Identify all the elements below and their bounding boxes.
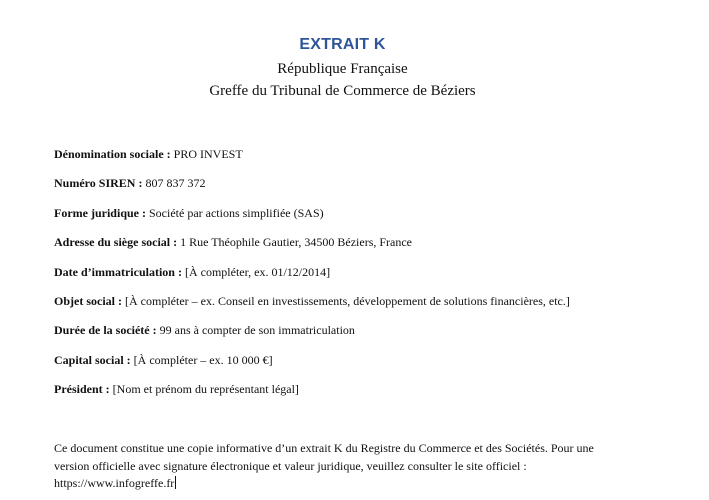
field-duration: [54, 322, 694, 351]
field-label: Numéro SIREN :: [54, 176, 143, 191]
field-label: Forme juridique :: [54, 205, 146, 220]
infogreffe-url[interactable]: https://www.infogreffe.fr: [54, 476, 175, 490]
field-share-capital: [54, 352, 694, 381]
field-label: Capital social :: [54, 352, 131, 367]
field-address: [54, 234, 694, 263]
field-value: PRO INVEST: [173, 147, 243, 161]
disclaimer-line: version officielle avec signature électronique et valeur juridique, veuillez consulter le site officiel :: [54, 458, 527, 473]
field-label: Objet social :: [54, 293, 122, 308]
field-value: [À compléter – ex. Conseil en investissements, développement de solutions financières, etc.]: [125, 293, 570, 308]
field-label: Date d’immatriculation :: [54, 264, 182, 279]
field-siren: [54, 175, 694, 204]
field-value: [À compléter, ex. 01/12/2014]: [184, 264, 331, 279]
disclaimer-paragraph[interactable]: [54, 440, 654, 493]
field-label: Président :: [54, 382, 110, 397]
republic-line: République Française: [277, 61, 408, 77]
field-corporate-purpose: [54, 293, 694, 322]
disclaimer-line: Ce document constitue une copie informative d’un extrait K du Registre du Commerce et des Sociétés. Pour une: [54, 441, 594, 455]
field-value: [Nom et prénom du représentant légal]: [112, 382, 299, 397]
document-title: EXTRAIT K: [299, 36, 386, 53]
field-value: [À compléter – ex. 10 000 €]: [133, 352, 273, 367]
field-registration-date: [54, 264, 694, 293]
field-value: 807 837 372: [145, 176, 206, 191]
field-legal-form: [54, 205, 694, 234]
court-registry-line: Greffe du Tribunal de Commerce de Béziers: [209, 83, 476, 99]
text-cursor: [175, 476, 176, 489]
field-value: Société par actions simplifiée (SAS): [149, 205, 324, 220]
infogreffe-url-line[interactable]: [54, 475, 654, 493]
field-president: [54, 381, 694, 410]
company-fields: [54, 146, 694, 411]
field-value: 99 ans à compter de son immatriculation: [159, 323, 355, 338]
field-label: Adresse du siège social :: [54, 235, 178, 250]
field-company-name: [54, 146, 694, 175]
field-label: Dénomination sociale :: [54, 147, 171, 161]
field-value: 1 Rue Théophile Gautier, 34500 Béziers, France: [180, 235, 413, 250]
field-label: Durée de la société :: [54, 323, 157, 338]
